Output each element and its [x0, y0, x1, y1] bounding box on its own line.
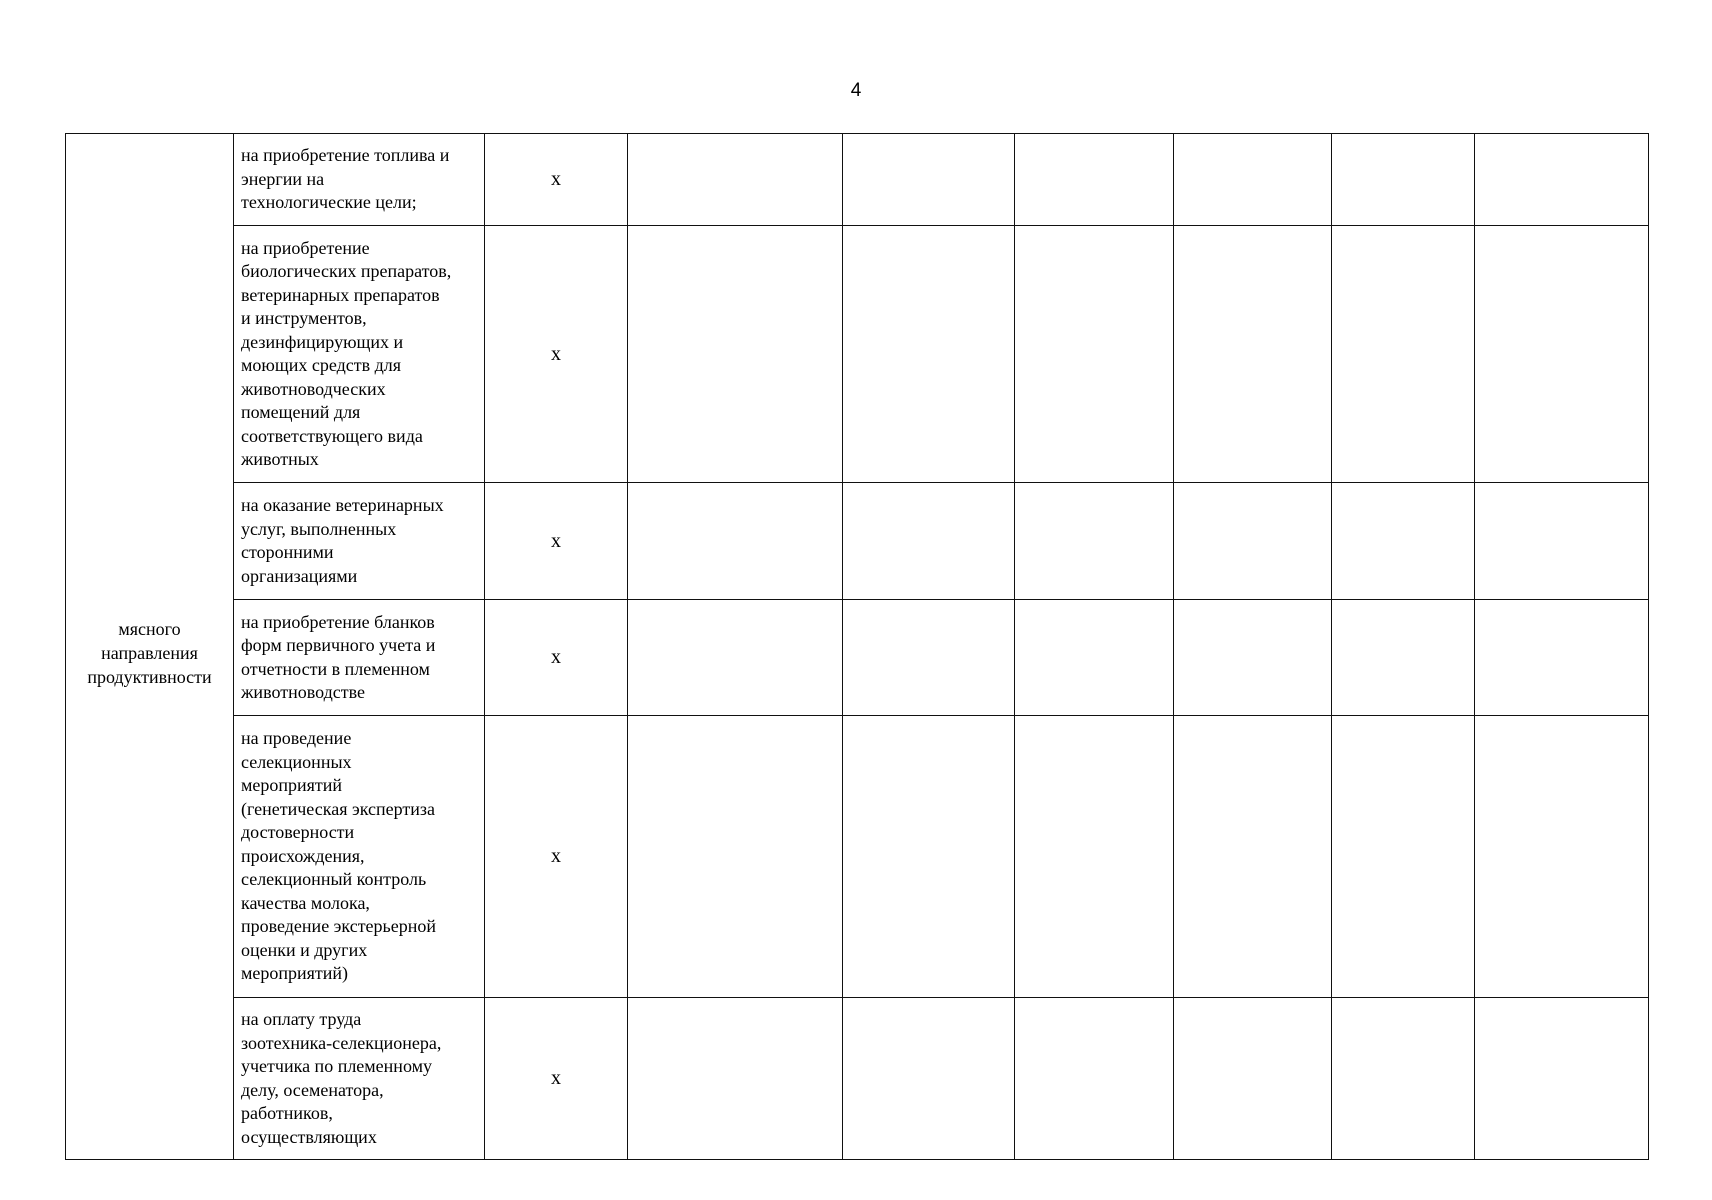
empty-cell	[1332, 600, 1475, 716]
empty-cell	[1174, 226, 1332, 483]
desc-line: форм первичного учета и	[241, 635, 436, 655]
desc-line: селекционных	[241, 751, 352, 772]
desc-line: моющих средств для	[241, 355, 402, 375]
table-row	[66, 998, 1649, 1160]
desc-line: услуг, выполненных	[241, 518, 397, 539]
empty-cell	[628, 226, 843, 483]
empty-cell	[843, 134, 1015, 226]
table-row	[66, 134, 1649, 226]
empty-cell	[1475, 716, 1649, 998]
desc-line: отчетности в племенном	[241, 658, 430, 679]
empty-cell	[843, 716, 1015, 998]
desc-line: сторонними	[241, 542, 334, 562]
empty-cell	[1475, 226, 1649, 483]
desc-line: (генетическая экспертиза	[241, 798, 435, 819]
empty-cell	[1015, 134, 1174, 226]
category-line: продуктивности	[87, 666, 212, 687]
desc-line: животноводческих	[241, 378, 386, 399]
category-cell	[66, 134, 234, 1160]
desc-line: качества молока,	[241, 892, 370, 913]
row-mark: х	[485, 483, 628, 600]
empty-cell	[1475, 483, 1649, 600]
desc-line: дезинфицирующих и	[241, 331, 404, 352]
empty-cell	[843, 998, 1015, 1160]
desc-line: работников,	[241, 1103, 333, 1123]
desc-line: животноводстве	[241, 682, 365, 702]
empty-cell	[628, 483, 843, 600]
desc-line: на оказание ветеринарных	[241, 495, 444, 515]
desc-line: на проведение	[241, 728, 352, 749]
empty-cell	[1332, 134, 1475, 226]
empty-cell	[628, 600, 843, 716]
empty-cell	[1332, 716, 1475, 998]
desc-line: зоотехника-селекционера,	[241, 1032, 442, 1053]
subsidy-table	[65, 133, 1649, 1160]
desc-line: селекционный контроль	[241, 869, 427, 890]
desc-line: делу, осеменатора,	[241, 1079, 384, 1100]
desc-line: животных	[241, 449, 319, 469]
table-row	[66, 716, 1649, 998]
desc-line: на приобретение топлива и	[241, 145, 450, 166]
empty-cell	[1015, 600, 1174, 716]
desc-line: энергии на	[241, 168, 325, 189]
desc-line: оценки и других	[241, 939, 368, 960]
desc-line: ветеринарных препаратов	[241, 284, 440, 305]
row-mark: х	[485, 600, 628, 716]
desc-line: на оплату труда	[241, 1009, 362, 1029]
empty-cell	[1174, 134, 1332, 226]
row-mark: х	[485, 226, 628, 483]
desc-line: и инструментов,	[241, 308, 367, 328]
empty-cell	[1475, 600, 1649, 716]
empty-cell	[1174, 998, 1332, 1160]
empty-cell	[1015, 483, 1174, 600]
row-description	[234, 600, 485, 716]
empty-cell	[628, 134, 843, 226]
empty-cell	[1475, 998, 1649, 1160]
row-mark: х	[485, 134, 628, 226]
empty-cell	[843, 600, 1015, 716]
empty-cell	[1174, 483, 1332, 600]
table-row	[66, 600, 1649, 716]
empty-cell	[628, 716, 843, 998]
empty-cell	[843, 226, 1015, 483]
desc-line: на приобретение бланков	[241, 611, 435, 632]
empty-cell	[1174, 600, 1332, 716]
empty-cell	[628, 998, 843, 1160]
desc-line: мероприятий	[241, 775, 343, 796]
desc-line: биологических препаратов,	[241, 261, 452, 281]
row-description	[234, 483, 485, 600]
desc-line: достоверности	[241, 822, 355, 843]
empty-cell	[1015, 998, 1174, 1160]
row-description	[234, 998, 485, 1160]
desc-line: учетчика по племенному	[241, 1056, 432, 1076]
table-row	[66, 483, 1649, 600]
category-line: направления	[101, 642, 198, 663]
desc-line: помещений для	[241, 402, 361, 422]
empty-cell	[1332, 226, 1475, 483]
desc-line: на приобретение	[241, 237, 370, 258]
table-row	[66, 226, 1649, 483]
row-mark: х	[485, 998, 628, 1160]
empty-cell	[1015, 716, 1174, 998]
page-number: 4	[850, 80, 862, 101]
empty-cell	[1174, 716, 1332, 998]
category-line: мясного	[118, 618, 181, 639]
desc-line: мероприятий)	[241, 963, 349, 984]
empty-cell	[1332, 483, 1475, 600]
row-description	[234, 226, 485, 483]
row-mark: х	[485, 716, 628, 998]
row-description	[234, 134, 485, 226]
empty-cell	[1015, 226, 1174, 483]
desc-line: проведение экстерьерной	[241, 916, 437, 937]
desc-line: соответствующего вида	[241, 425, 423, 446]
empty-cell	[843, 483, 1015, 600]
empty-cell	[1332, 998, 1475, 1160]
desc-line: технологические цели;	[241, 192, 417, 213]
desc-line: осуществляющих	[241, 1126, 377, 1147]
desc-line: происхождения,	[241, 845, 365, 866]
desc-line: организациями	[241, 565, 358, 586]
row-description	[234, 716, 485, 998]
empty-cell	[1475, 134, 1649, 226]
